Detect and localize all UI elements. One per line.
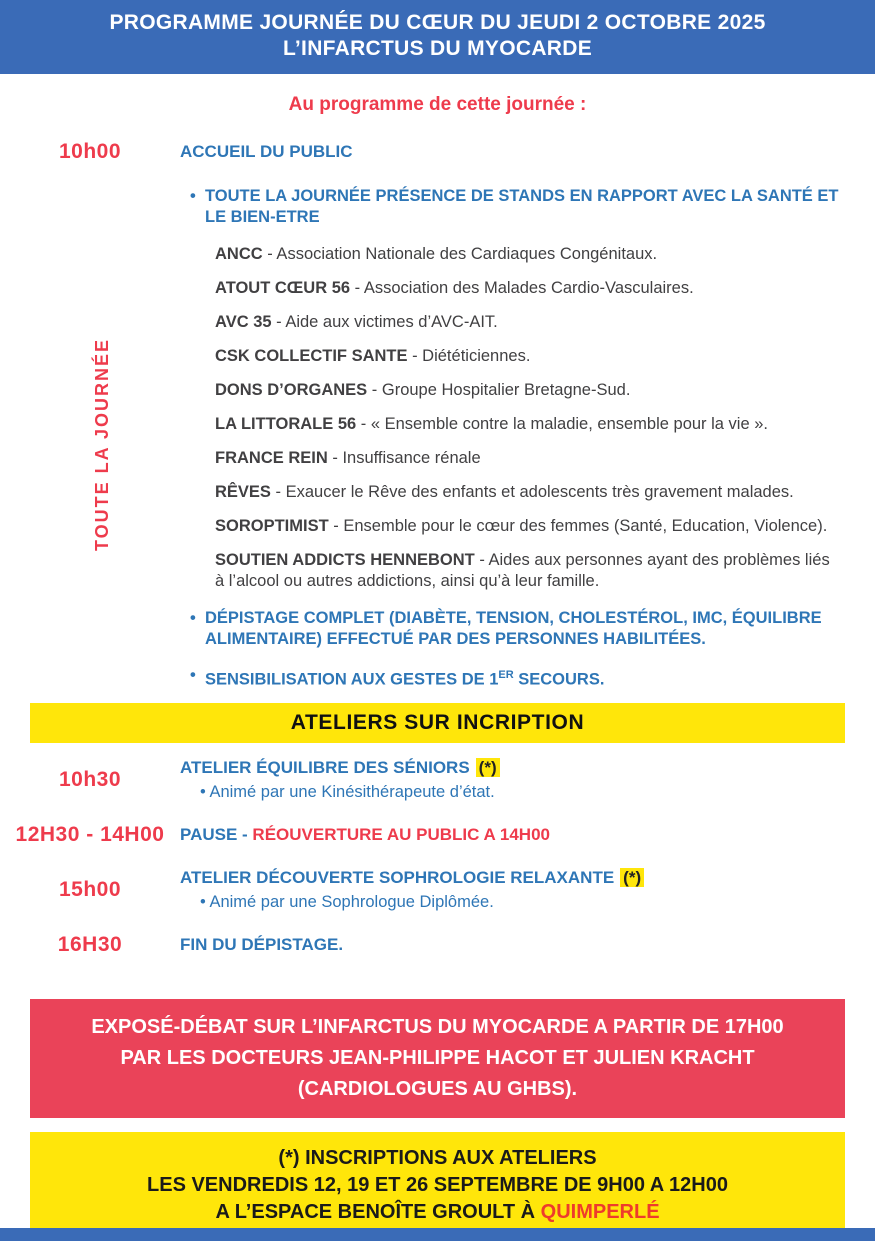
stand-item <box>215 312 839 333</box>
accueil-time: 10h00 <box>58 140 122 163</box>
workshop-time: 10h30 <box>58 767 122 791</box>
stand-desc: - Insuffisance rénale <box>332 449 481 467</box>
stand-name: SOROPTIMIST <box>215 517 329 535</box>
pause-label: PAUSE - <box>180 824 253 844</box>
stand-name: ANCC <box>215 245 263 263</box>
stands-heading: • TOUTE LA JOURNÉE PRÉSENCE DE STANDS EN RAPPORT AVEC LA SANTÉ ET LE BIEN-ETRE <box>190 186 839 228</box>
workshop-row-seniors <box>0 757 875 803</box>
stand-desc: - « Ensemble contre la maladie, ensemble pour la vie ». <box>360 415 768 433</box>
stand-item <box>215 550 839 592</box>
stands-list <box>215 244 839 592</box>
workshop-title-text: ATELIER ÉQUILIBRE DES SÉNIORS <box>180 757 470 777</box>
workshop-detail: • Animé par une Sophrologue Diplômée. <box>200 892 494 911</box>
workshop-time: 15h00 <box>58 877 122 901</box>
header-title-line2: L’INFARCTUS DU MYOCARDE <box>282 37 593 60</box>
city-highlight: QUIMPERLÉ <box>540 1200 660 1223</box>
stand-desc: - Diététiciennes. <box>412 347 531 365</box>
workshop-star: (*) <box>476 758 500 777</box>
reopening-label: RÉOUVERTURE AU PUBLIC A 14H00 <box>252 824 550 844</box>
first-aid-text-suffix: SECOURS. <box>513 670 605 689</box>
stand-name: RÊVES <box>215 483 271 501</box>
stand-item <box>215 448 839 469</box>
accueil-title: ACCUEIL DU PUBLIC <box>180 142 353 161</box>
workshop-title <box>180 867 839 889</box>
stand-desc: - Association des Malades Cardio-Vasculaires. <box>354 279 694 297</box>
stand-desc: - Exaucer le Rêve des enfants et adolescents très gravement malades. <box>275 483 794 501</box>
workshop-star: (*) <box>620 868 644 887</box>
first-aid-bullet <box>190 665 839 691</box>
stand-name: AVC 35 <box>215 313 272 331</box>
stand-item <box>215 516 839 537</box>
stand-desc: - Aide aux victimes d’AVC-AIT. <box>276 313 498 331</box>
stand-item <box>215 482 839 503</box>
stand-name: ATOUT CŒUR 56 <box>215 279 351 297</box>
footer-bar <box>0 1228 875 1241</box>
stand-item <box>215 346 839 367</box>
stand-name: FRANCE REIN <box>215 449 328 467</box>
registration-banner <box>30 1132 845 1239</box>
workshop-time: 12H30 - 14H00 <box>15 822 165 846</box>
stand-desc: - Aides aux personnes ayant des problèmes liés à l’alcool ou autres addictions, ainsi qu’à leur famille. <box>215 551 830 590</box>
stand-item <box>215 380 839 401</box>
screening-bullet: • DÉPISTAGE COMPLET (DIABÈTE, TENSION, CHOLESTÉROL, IMC, ÉQUILIBRE ALIMENTAIRE) EFFECTUÉ PAR DES PERSONNES HABILITÉES. <box>190 608 839 650</box>
accueil-row <box>0 140 875 164</box>
all-day-vertical-label: TOUTE LA JOURNÉE <box>92 338 112 552</box>
stand-desc: - Association Nationale des Cardiaques Congénitaux. <box>267 245 658 263</box>
stand-desc: - Groupe Hospitalier Bretagne-Sud. <box>371 381 631 399</box>
workshop-detail: • Animé par une Kinésithérapeute d’état. <box>200 782 495 801</box>
workshops-banner: ATELIERS SUR INCRIPTION <box>30 703 845 743</box>
stand-name: CSK COLLECTIF SANTE <box>215 347 408 365</box>
workshop-title-text: ATELIER DÉCOUVERTE SOPHROLOGIE RELAXANTE <box>180 867 615 887</box>
stand-name: DONS D’ORGANES <box>215 381 368 399</box>
workshop-row-end <box>0 933 875 957</box>
pause-title <box>180 824 839 846</box>
stand-item <box>215 414 839 435</box>
workshop-row-pause <box>0 823 875 847</box>
all-day-content <box>0 186 875 691</box>
stand-name: SOUTIEN ADDICTS HENNEBONT <box>215 551 475 569</box>
workshop-row-sophrologie <box>0 867 875 913</box>
first-aid-text-prefix: SENSIBILISATION AUX GESTES DE 1 <box>205 670 499 689</box>
lecture-banner: EXPOSÉ-DÉBAT SUR L’INFARCTUS DU MYOCARDE A PARTIR DE 17H00 PAR LES DOCTEURS JEAN-PHILIPPE HACOT ET JULIEN KRACHT (CARDIOLOGUES AU GHBS). <box>30 999 845 1118</box>
stand-desc: - Ensemble pour le cœur des femmes (Santé, Education, Violence). <box>333 517 828 535</box>
workshop-time: 16H30 <box>57 932 123 956</box>
header-banner <box>0 0 875 74</box>
registration-line1: (*) INSCRIPTIONS AUX ATELIERS <box>278 1146 597 1169</box>
intro-heading: Au programme de cette journée : <box>288 94 587 115</box>
screening-end-title: FIN DU DÉPISTAGE. <box>180 934 344 954</box>
first-aid-sup: ER <box>498 669 514 681</box>
registration-line2: LES VENDREDIS 12, 19 ET 26 SEPTEMBRE DE 9H00 A 12H00 <box>147 1173 728 1196</box>
header-title-line1: PROGRAMME JOURNÉE DU CŒUR DU JEUDI 2 OCTOBRE 2025 <box>109 11 766 34</box>
stand-name: LA LITTORALE 56 <box>215 415 357 433</box>
stand-item <box>215 278 839 299</box>
stand-item <box>215 244 839 265</box>
registration-line3-text: A L’ESPACE BENOÎTE GROULT À <box>215 1200 541 1223</box>
workshop-title <box>180 757 839 779</box>
registration-line3 <box>50 1199 825 1226</box>
